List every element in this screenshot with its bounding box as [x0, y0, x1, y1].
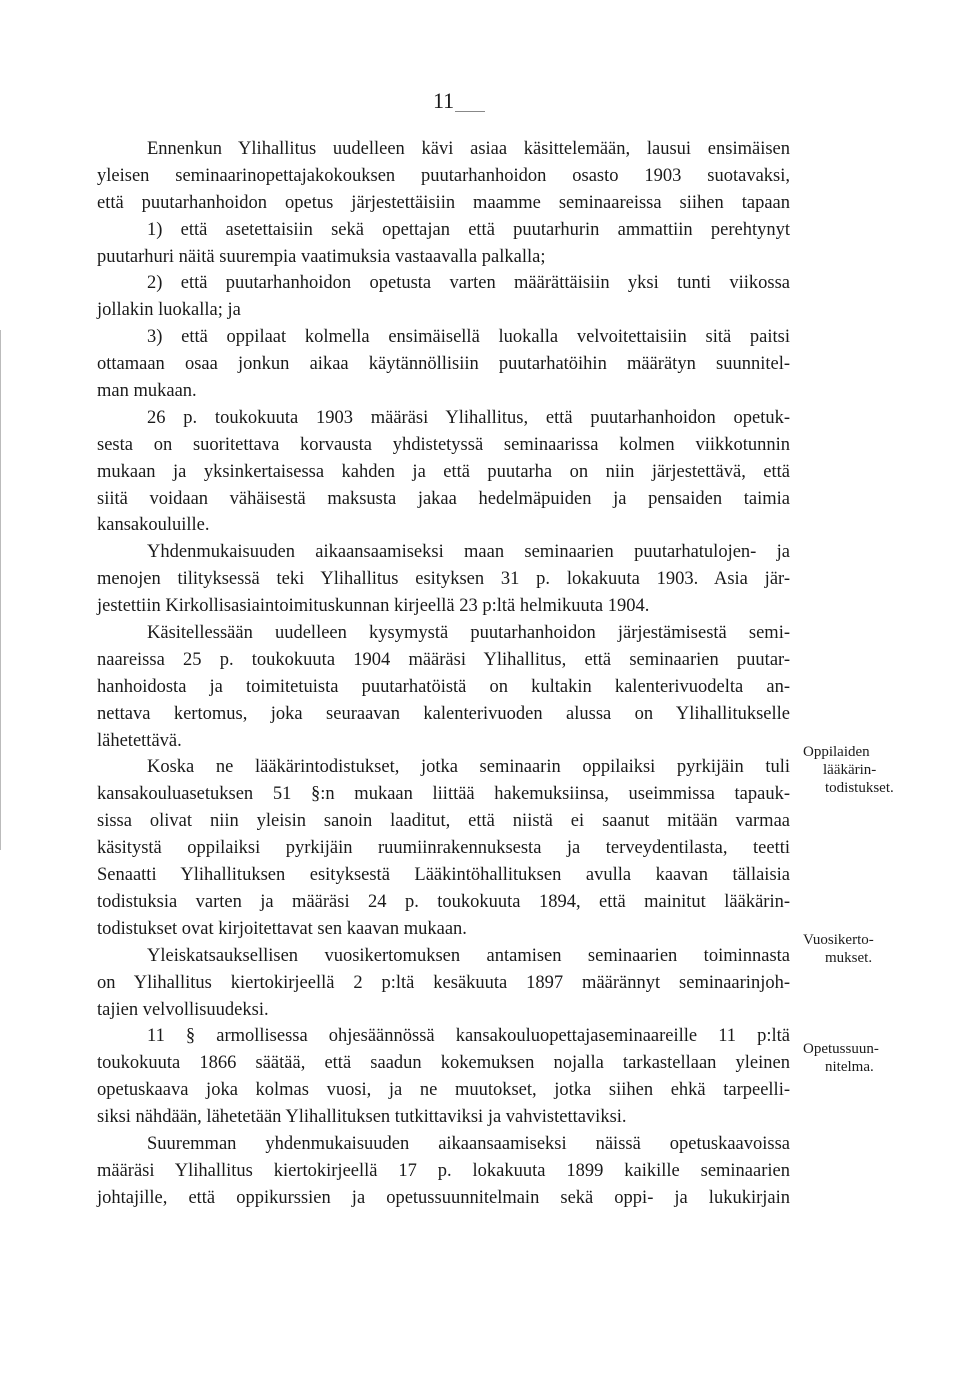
- text-line: 1) että asetettaisiin sekä opettajan että puutarhurin ammattiin perehtynyt: [147, 219, 790, 240]
- text-line: siksi nähdään, lähetetään Ylihallituksen tutkittaviksi ja vahvistettaviksi.: [97, 1107, 627, 1128]
- text-line: nettava kertomus, joka seuraavan kalenterivuoden alussa on Ylihallitukselle: [97, 703, 790, 724]
- text-line: on Ylihallitus kiertokirjeellä 2 p:ltä kesäkuuta 1897 määrännyt seminaarinjoh-: [97, 972, 790, 993]
- text-line: sesta on suoritettava korvausta yhdistetyssä seminaarissa kolmen viikkotunnin: [97, 434, 790, 455]
- text-line: Yhdenmukaisuuden aikaansaamiseksi maan seminaarien puutarhatulojen- ja: [147, 542, 790, 563]
- text-line: Koska ne lääkärintodistukset, jotka seminaarin oppilaiksi pyrkijäin tuli: [147, 757, 790, 778]
- page-number: 11: [433, 88, 455, 113]
- text-line: opetuskaava joka kolmas vuosi, ja ne muutokset, jotka siihen ehkä tarpeelli-: [97, 1080, 790, 1101]
- scan-edge-line: [0, 330, 1, 850]
- text-line: jollakin luokalla; ja: [97, 300, 241, 321]
- text-line: Senaatti Ylihallituksen esityksestä Lääkintöhallituksen avulla kaavan tällaisia: [97, 865, 790, 886]
- text-line: 3) että oppilaat kolmella ensimäisellä luokalla velvoitettaisiin sitä paitsi: [147, 327, 790, 348]
- margin-note-line: Opetussuun-: [803, 1041, 879, 1057]
- text-line: todistukset ovat kirjoitettavat sen kaavan mukaan.: [97, 918, 467, 939]
- margin-note-annual-reports: [803, 931, 874, 967]
- margin-note-line: todistukset.: [825, 780, 894, 796]
- text-line: Käsitellessään uudelleen kysymystä puutarhanhoidon järjestämisestä semi-: [147, 623, 790, 644]
- text-line: 26 p. toukokuuta 1903 määräsi Ylihallitus, että puutarhanhoidon opetuk-: [147, 407, 790, 428]
- text-line: todistuksia varten ja määräsi 24 p. toukokuuta 1894, että mainitut lääkärin-: [97, 891, 790, 912]
- text-line: mukaan ja yksinkertaisessa kahden ja että puutarha on niin järjestettävä, että: [97, 461, 790, 482]
- text-line: johtajille, että oppikurssien ja opetussuunnitelmain sekä oppi- ja lukukirjain: [97, 1187, 790, 1208]
- text-line: Ennenkun Ylihallitus uudelleen kävi asiaa käsittelemään, lausui ensimäisen: [147, 139, 790, 159]
- text-line: siitä voidaan vähäisestä maksusta jakaa hedelmäpuiden ja pensaiden taimia: [97, 488, 790, 509]
- text-line: kansakouluasetuksen 51 §:n mukaan liittää hakemuksiinsa, useimmissa tapauk-: [97, 784, 790, 805]
- margin-note-line: lääkärin-: [823, 762, 877, 778]
- text-line: hanhoidosta ja toimitetuista puutarhatöistä on kultakin kalenterivuodelta an-: [97, 676, 790, 697]
- text-line: Suuremman yhdenmukaisuuden aikaansaamiseksi näissä opetuskaavoissa: [147, 1133, 790, 1154]
- text-line: lähetettävä.: [97, 730, 182, 751]
- text-line: 11 § armollisessa ohjesäännössä kansakouluopettajaseminaareille 11 p:ltä: [147, 1026, 790, 1047]
- margin-note-medical-certificates: [803, 743, 894, 797]
- text-line: että puutarhanhoidon opetus järjestettäisiin maamme seminaareissa siihen tapaan: [97, 192, 790, 213]
- margin-note-curriculum: [803, 1040, 879, 1076]
- text-line: Yleiskatsauksellisen vuosikertomuksen antamisen seminaarien toiminnasta: [147, 945, 790, 966]
- text-line: sissa olivat niin yleisin sanoin laaditut, että niistä ei saanut mitään varmaa: [97, 811, 790, 832]
- text-line: määräsi Ylihallitus kiertokirjeellä 17 p. lokakuuta 1899 kaikille seminaarien: [97, 1160, 790, 1181]
- text-line: ottamaan osaa jonkun aikaa käytännöllisiin puutarhatöihin määrätyn suunnitel-: [97, 354, 790, 375]
- text-line: tajien velvollisuudeksi.: [97, 999, 269, 1020]
- text-line: puutarhuri näitä suurempia vaatimuksia vastaavalla palkalla;: [97, 246, 546, 267]
- text-line: man mukaan.: [97, 381, 197, 402]
- text-line: naareissa 25 p. toukokuuta 1904 määräsi Ylihallitus, että seminaarien puutar-: [97, 649, 790, 670]
- margin-note-line: nitelma.: [825, 1059, 874, 1075]
- text-line: jestettiin Kirkollisasiaintoimituskunnan kirjeellä 23 p:ltä helmikuuta 1904.: [97, 596, 650, 617]
- text-line: 2) että puutarhanhoidon opetusta varten määrättäisiin yksi tunti viikossa: [147, 273, 790, 294]
- margin-note-line: Vuosikerto-: [803, 932, 874, 948]
- margin-note-line: mukset.: [825, 950, 873, 966]
- text-line: käsitystä oppilaiksi pyrkijäin ruumiinrakennuksesta ja terveydentilasta, teetti: [97, 838, 790, 859]
- text-line: toukokuuta 1866 säätää, että saadun kokemuksen nojalla tarkastellaan yleinen: [97, 1053, 790, 1074]
- page-number-rule: [455, 111, 485, 112]
- text-line: yleisen seminaarinopettajakokouksen puutarhanhoidon osasto 1903 suotavaksi,: [97, 165, 790, 186]
- text-line: menojen tilityksessä teki Ylihallitus esityksen 31 p. lokakuuta 1903. Asia jär-: [97, 569, 790, 590]
- text-line: kansakouluille.: [97, 515, 210, 536]
- margin-note-line: Oppilaiden: [803, 744, 870, 760]
- body-text: [97, 136, 790, 1212]
